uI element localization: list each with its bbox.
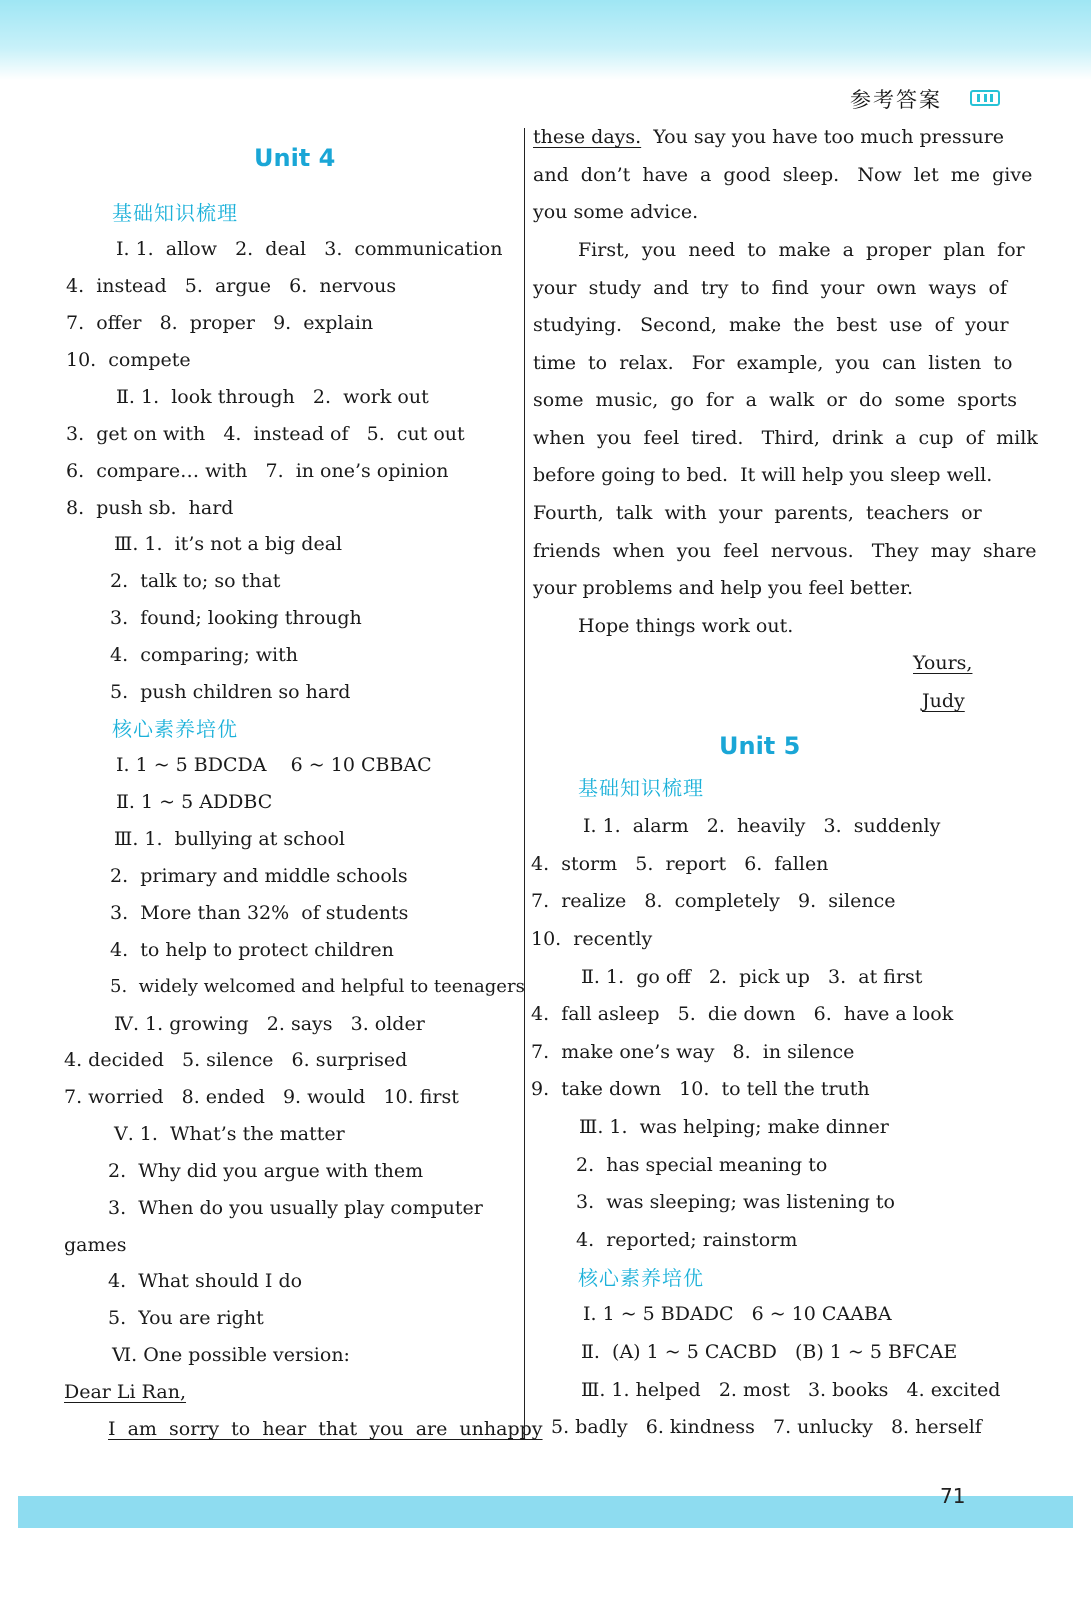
answer-line: Ⅴ. 1. What’s the matter xyxy=(114,1123,345,1145)
letter-line: friends when you feel nervous. They may share xyxy=(533,540,1037,562)
answer-line: 2. primary and middle schools xyxy=(110,865,408,887)
answer-line: 2. has special meaning to xyxy=(576,1154,828,1176)
letter-line xyxy=(533,128,1004,147)
answer-line: 2. Why did you argue with them xyxy=(108,1160,424,1182)
answer-line: 3. When do you usually play computer xyxy=(108,1197,483,1219)
letter-signature: Judy xyxy=(922,690,965,712)
answer-line: Ⅳ. 1. growing 2. says 3. older xyxy=(114,1013,425,1035)
answer-line: games xyxy=(64,1234,127,1256)
page-number: 71 xyxy=(940,1484,966,1508)
section-title-basics: 基础知识梳理 xyxy=(112,201,238,225)
section-title-core: 核心素养培优 xyxy=(578,1266,704,1290)
letter-text: You say you have too much pressure xyxy=(641,126,1005,148)
bottom-decor-band xyxy=(18,1496,1073,1528)
answer-line: Ⅱ. 1 ~ 5 ADDBC xyxy=(116,791,273,813)
letter-line: I am sorry to hear that you are unhappy xyxy=(108,1418,543,1440)
answer-line: 5. badly 6. kindness 7. unlucky 8. herself xyxy=(551,1416,982,1438)
answer-line: Ⅰ. 1. allow 2. deal 3. communication xyxy=(116,238,503,260)
answer-line: 5. push children so hard xyxy=(110,681,351,703)
answer-line: 3. get on with 4. instead of 5. cut out xyxy=(66,423,465,445)
header-title: 参考答案 xyxy=(850,88,942,112)
unit-4-title: Unit 4 xyxy=(254,144,336,172)
answer-line: 8. push sb. hard xyxy=(66,497,234,519)
letter-line: before going to bed. It will help you sleep well. xyxy=(533,464,993,486)
letter-line: your problems and help you feel better. xyxy=(533,577,914,599)
letter-salutation: Dear Li Ran, xyxy=(64,1381,187,1403)
answer-line: 5. You are right xyxy=(108,1307,264,1329)
battery-icon xyxy=(970,90,1000,106)
answer-line: 9. take down 10. to tell the truth xyxy=(531,1078,870,1100)
letter-line: studying. Second, make the best use of your xyxy=(533,314,1009,336)
letter-line: when you feel tired. Third, drink a cup of milk xyxy=(533,427,1038,449)
answer-line: Ⅲ. 1. bullying at school xyxy=(114,828,345,850)
unit-5-title: Unit 5 xyxy=(719,732,801,760)
column-divider xyxy=(524,128,525,1440)
answer-line: 4. comparing; with xyxy=(110,644,299,666)
letter-line: Fourth, talk with your parents, teachers or xyxy=(533,502,982,524)
answer-line: 10. recently xyxy=(531,928,653,950)
answer-line: 3. More than 32% of students xyxy=(110,902,409,924)
answer-line: 4. fall asleep 5. die down 6. have a look xyxy=(531,1003,954,1025)
answer-line: Ⅲ. 1. helped 2. most 3. books 4. excited xyxy=(581,1379,1001,1401)
answer-line: 4. storm 5. report 6. fallen xyxy=(531,853,829,875)
letter-line: and don’t have a good sleep. Now let me give xyxy=(533,164,1033,186)
answer-line: Ⅰ. 1 ~ 5 BDCDA 6 ~ 10 CBBAC xyxy=(116,754,432,776)
answer-line: 3. was sleeping; was listening to xyxy=(576,1191,895,1213)
answer-line: Ⅱ. 1. go off 2. pick up 3. at first xyxy=(581,966,923,988)
answer-line: Ⅰ. 1. alarm 2. heavily 3. suddenly xyxy=(583,815,941,837)
letter-line: time to relax. For example, you can listen to xyxy=(533,352,1013,374)
answer-line: 4. instead 5. argue 6. nervous xyxy=(66,275,397,297)
answer-line: Ⅲ. 1. was helping; make dinner xyxy=(579,1116,889,1138)
answer-line: 2. talk to; so that xyxy=(110,570,281,592)
answer-line: 7. make one’s way 8. in silence xyxy=(531,1041,855,1063)
letter-line: you some advice. xyxy=(533,201,699,223)
letter-underlined-text: these days. xyxy=(533,126,642,148)
answer-line: Ⅱ. 1. look through 2. work out xyxy=(116,386,429,408)
letter-line: First, you need to make a proper plan for xyxy=(578,239,1025,261)
answer-line: 5. widely welcomed and helpful to teenagers xyxy=(110,976,525,997)
answer-line: Ⅱ. (A) 1 ~ 5 CACBD (B) 1 ~ 5 BFCAE xyxy=(581,1341,958,1363)
answer-line: Ⅲ. 1. it’s not a big deal xyxy=(114,533,343,555)
answer-line: 4. What should I do xyxy=(108,1270,303,1292)
answer-line: Ⅰ. 1 ~ 5 BDADC 6 ~ 10 CAABA xyxy=(583,1303,892,1325)
section-title-basics: 基础知识梳理 xyxy=(578,776,704,800)
answer-line: 7. offer 8. proper 9. explain xyxy=(66,312,374,334)
answer-line: 6. compare… with 7. in one’s opinion xyxy=(66,460,449,482)
answer-line: 3. found; looking through xyxy=(110,607,362,629)
answer-line: 10. compete xyxy=(66,349,191,371)
letter-closing: Yours, xyxy=(913,652,973,674)
top-decor-band xyxy=(0,0,1091,80)
letter-line: Hope things work out. xyxy=(578,615,794,637)
section-title-core: 核心素养培优 xyxy=(112,717,238,741)
answer-line: Ⅵ. One possible version: xyxy=(112,1344,350,1366)
letter-line: some music, go for a walk or do some sports xyxy=(533,389,1017,411)
answer-line: 4. reported; rainstorm xyxy=(576,1229,798,1251)
answer-line: 7. worried 8. ended 9. would 10. first xyxy=(64,1086,459,1108)
answer-line: 4. decided 5. silence 6. surprised xyxy=(64,1049,408,1071)
letter-line: your study and try to find your own ways of xyxy=(533,277,1008,299)
answer-line: 7. realize 8. completely 9. silence xyxy=(531,890,896,912)
answer-line: 4. to help to protect children xyxy=(110,939,394,961)
